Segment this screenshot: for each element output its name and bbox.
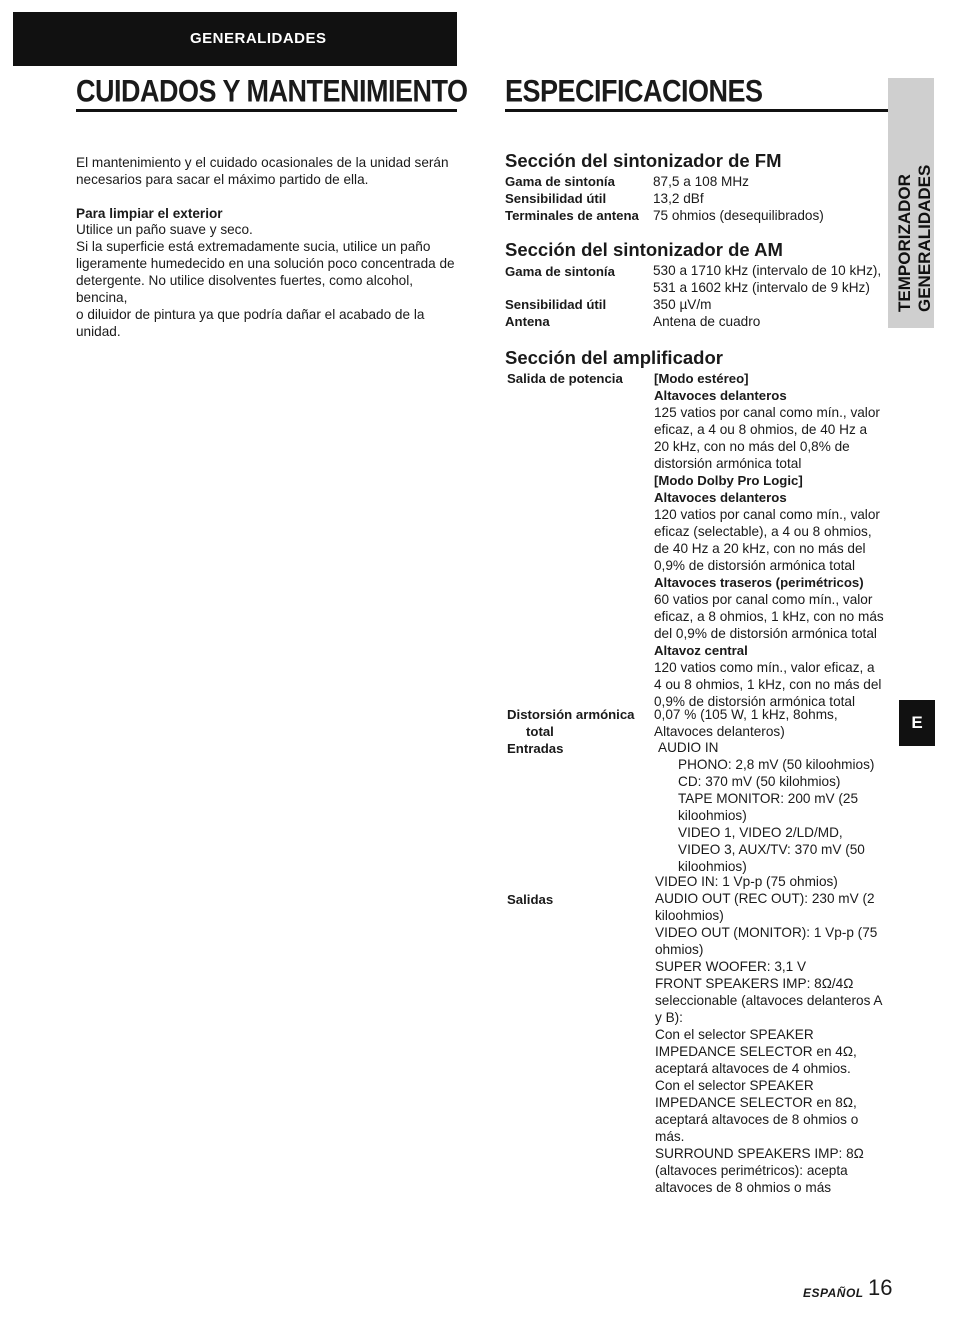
power-spec-line: 20 kHz, con no más del 0,8% de (654, 439, 850, 454)
input-spec-line: kiloohmios) (678, 808, 747, 823)
power-spec-line: 120 vatios como mín., valor eficaz, a (654, 660, 875, 675)
input-spec-line: TAPE MONITOR: 200 mV (25 (678, 791, 859, 806)
am-antenna-label: Antena (505, 314, 550, 329)
power-spec-line: 120 vatios por canal como mín., valor (654, 507, 880, 522)
page-number: 16 (868, 1275, 893, 1300)
care-title: CUIDADOS Y MANTENIMIENTO (76, 74, 468, 109)
output-spec-line: aceptará altavoces de 8 ohmios o (655, 1112, 859, 1127)
fm-spec-table: Gama de sintonía Sensibilidad útil Terminales de antena (505, 174, 639, 223)
power-spec-line: eficaz (selectable), a 4 ou 8 ohmios, (654, 524, 872, 539)
am-tuning-label: Gama de sintonía (505, 264, 615, 279)
output-spec-line: VIDEO OUT (MONITOR): 1 Vp-p (75 (655, 925, 878, 940)
output-spec-line: seleccionable (altavoces delanteros A (655, 993, 883, 1008)
am-section-title: Sección del sintonizador de AM (505, 239, 783, 260)
output-spec-line: SURROUND SPEAKERS IMP: 8Ω (655, 1146, 864, 1161)
power-spec-line: del 0,9% de distorsión armónica total (654, 626, 877, 641)
output-spec-line: más. (655, 1129, 685, 1144)
power-spec-line: 125 vatios por canal como mín., valor (654, 405, 880, 420)
output-spec-line: altavoces de 8 ohmios o más (655, 1180, 832, 1195)
care-intro: El mantenimiento y el cuidado ocasionales de la unidad serán necesarios para sacar el máximo partido de ella. (76, 155, 449, 187)
input-spec-line: VIDEO 1, VIDEO 2/LD/MD, (678, 825, 843, 840)
power-spec-line: eficaz, a 8 ohmios, 1 kHz, con no más (654, 609, 884, 624)
section-label: GENERALIDADES (190, 30, 327, 47)
language-tab: E (899, 700, 935, 746)
amp-thd-label: Distorsión armónica total (507, 707, 635, 739)
specs-title-rule (505, 109, 888, 112)
amp-power-label: Salida de potencia (507, 371, 623, 386)
power-spec-line: distorsión armónica total (654, 456, 802, 471)
amp-thd-values: 0,07 % (105 W, 1 kHz, 8ohms, Altavoces delanteros) (654, 707, 838, 739)
amp-power-lines (654, 370, 890, 710)
power-spec-line: eficaz, a 4 ou 8 ohmios, de 40 Hz a (654, 422, 868, 437)
footer-language: ESPAÑOL (803, 1286, 864, 1300)
power-spec-line: 0,9% de distorsión armónica total (654, 694, 855, 709)
fm-section-title: Sección del sintonizador de FM (505, 150, 782, 171)
power-spec-line: Altavoces delanteros (654, 490, 787, 505)
specs-title: ESPECIFICACIONES (505, 74, 763, 109)
output-spec-line: IMPEDANCE SELECTOR en 8Ω, (655, 1095, 857, 1110)
power-spec-line: 4 ou 8 ohmios, 1 kHz, con no más del (654, 677, 882, 692)
output-spec-line: IMPEDANCE SELECTOR en 4Ω, (655, 1044, 857, 1059)
am-tuning-values: 530 a 1710 kHz (intervalo de 10 kHz), 531 a 1602 kHz (intervalo de 9 kHz) (653, 263, 882, 295)
output-spec-line: kiloohmios) (655, 908, 724, 923)
power-spec-line: Altavoz central (654, 643, 748, 658)
power-spec-line: [Modo Dolby Pro Logic] (654, 473, 803, 488)
care-body: Utilice un paño suave y seco. Si la superficie está extremadamente sucia, utilice un paño ligeramente humedecido en una solución poco concentrada de detergente. No utilice disolventes fuertes, como alcohol, bencina, o diluidor de pintura ya que podría dañar el acabado de la unidad. (76, 222, 455, 339)
amp-section-title: Sección del amplificador (505, 347, 723, 368)
output-spec-line: Con el selector SPEAKER (655, 1078, 814, 1093)
amp-inputs-label: Entradas (507, 741, 564, 756)
power-spec-line: Altavoces delanteros (654, 388, 787, 403)
output-spec-line: (altavoces perimétricos): acepta (655, 1163, 848, 1178)
output-spec-line: Con el selector SPEAKER (655, 1027, 814, 1042)
output-spec-line: aceptará altavoces de 4 ohmios. (655, 1061, 851, 1076)
power-spec-line: [Modo estéreo] (654, 371, 749, 386)
power-spec-line: 0,9% de distorsión armónica total (654, 558, 855, 573)
am-sens-value: 350 µV/m (653, 297, 712, 312)
side-tab-text (890, 90, 934, 320)
am-antenna-value: Antena de cuadro (653, 314, 761, 329)
output-spec-line: AUDIO OUT (REC OUT): 230 mV (2 (655, 891, 875, 906)
input-spec-line: CD: 370 mV (50 kilohmios) (678, 774, 841, 789)
amp-inputs-head: AUDIO IN (658, 740, 719, 755)
amp-outputs-lines (655, 890, 891, 1196)
output-spec-line: ohmios) (655, 942, 704, 957)
power-spec-line: Altavoces traseros (perimétricos) (654, 575, 864, 590)
am-sens-label: Sensibilidad útil (505, 297, 607, 312)
amp-inputs-lines (678, 756, 888, 875)
output-spec-line: FRONT SPEAKERS IMP: 8Ω/4Ω (655, 976, 854, 991)
output-spec-line: SUPER WOOFER: 3,1 V (655, 959, 807, 974)
power-spec-line: de 40 Hz a 20 kHz, con no más del (654, 541, 866, 556)
amp-outputs-label: Salidas (507, 892, 554, 907)
care-title-rule (76, 109, 457, 112)
care-subheading: Para limpiar el exterior (76, 206, 223, 221)
svg-text:GENERALIDADES: GENERALIDADES (915, 164, 934, 312)
power-spec-line: 60 vatios por canal como mín., valor (654, 592, 873, 607)
svg-text:TEMPORIZADOR: TEMPORIZADOR (895, 174, 914, 312)
input-spec-line: kiloohmios) (678, 859, 747, 874)
amp-inputs-video: VIDEO IN: 1 Vp-p (75 ohmios) (655, 874, 838, 889)
input-spec-line: VIDEO 3, AUX/TV: 370 mV (50 (678, 842, 865, 857)
input-spec-line: PHONO: 2,8 mV (50 kiloohmios) (678, 757, 875, 772)
fm-spec-values: 87,5 a 108 MHz 13,2 dBf 75 ohmios (desequilibrados) (653, 174, 824, 223)
output-spec-line: y B): (655, 1010, 683, 1025)
